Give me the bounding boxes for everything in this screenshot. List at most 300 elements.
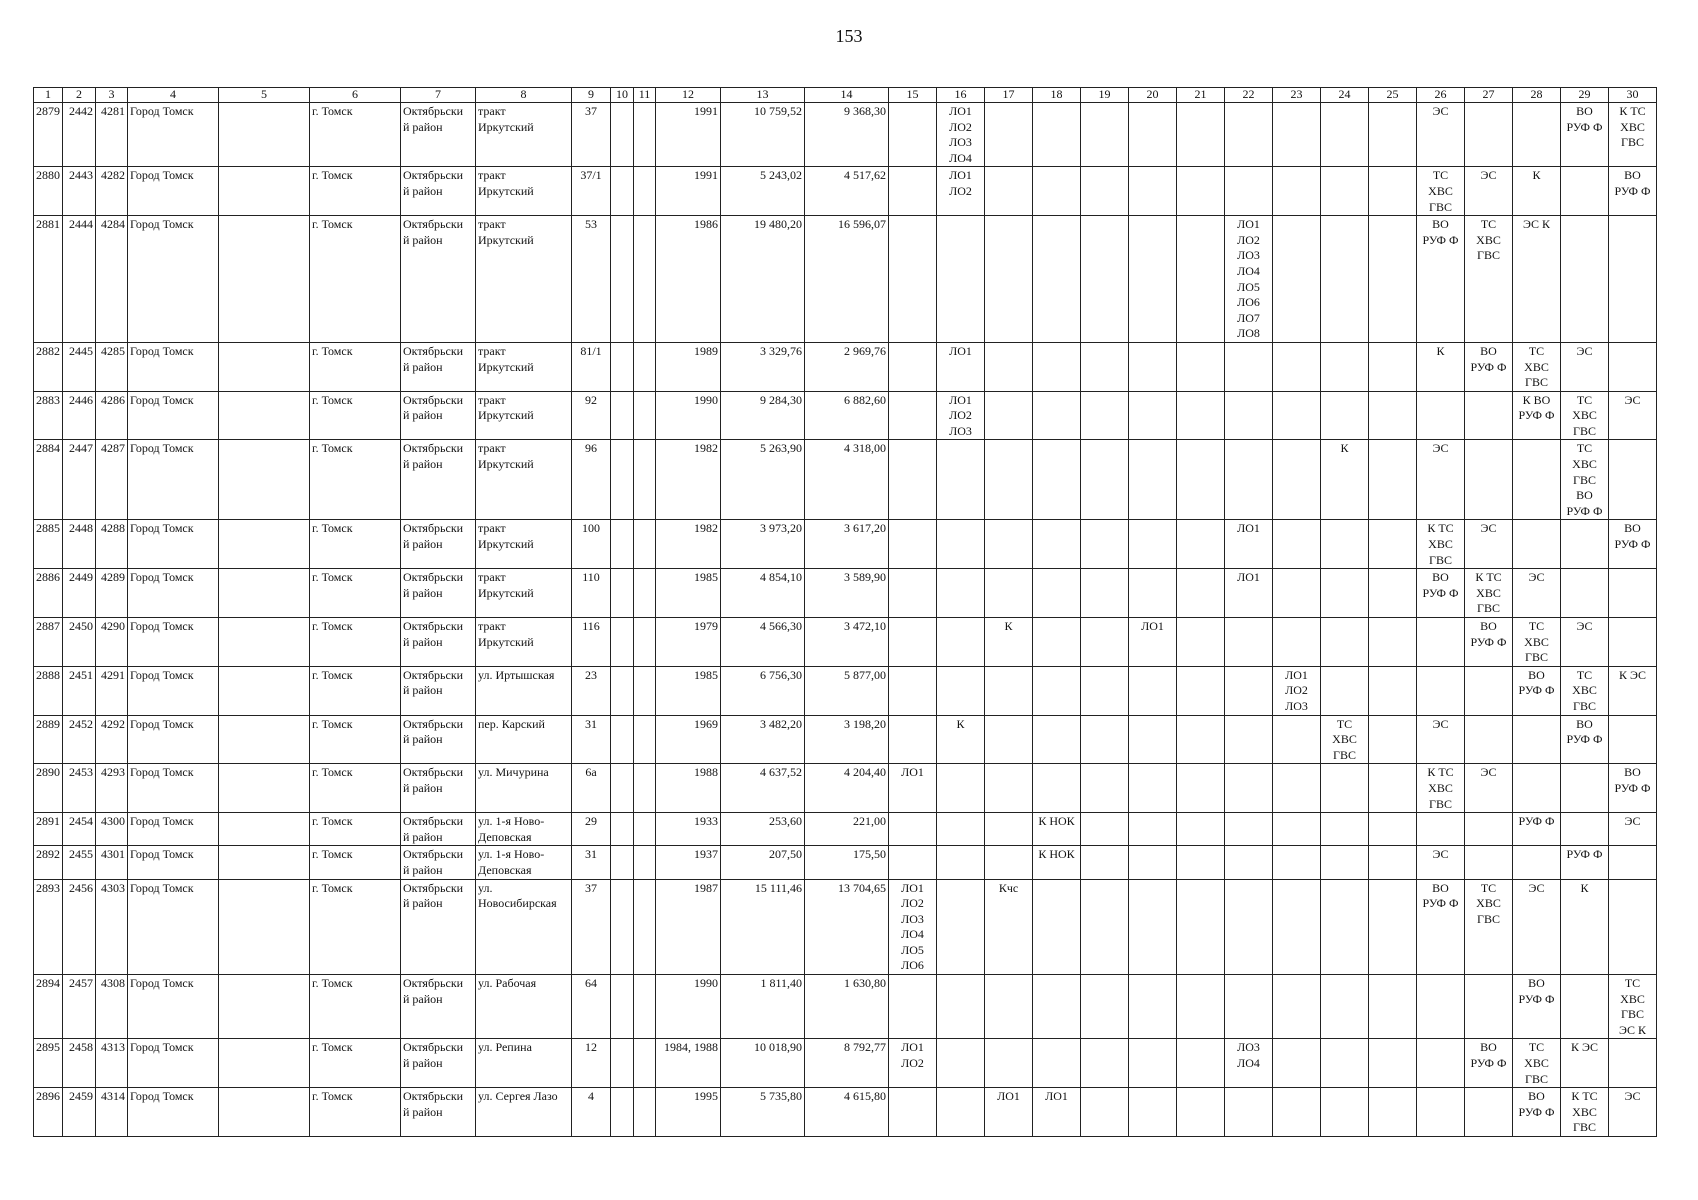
- cell-col-17: [985, 975, 1033, 1039]
- cell-col-19: [1081, 569, 1129, 618]
- cell-col-6: [310, 216, 401, 343]
- cell-line: г. Томск: [312, 667, 353, 682]
- cell-col-22: [1225, 715, 1273, 764]
- cell-col-24: [1321, 1039, 1369, 1088]
- cell-col-22: [1225, 879, 1273, 975]
- cell-line: ВО: [1576, 716, 1593, 731]
- cell-line: ЭС: [1432, 716, 1449, 731]
- cell-col-28: [1513, 764, 1561, 813]
- cell-line: ГВС: [1333, 747, 1356, 762]
- cell-col-27: [1465, 666, 1513, 715]
- cell-col-21: [1177, 618, 1225, 667]
- cell-line: г. Томск: [312, 716, 353, 731]
- cell-col-10: [611, 391, 634, 440]
- cell-line: Октябрьски: [403, 104, 464, 118]
- cell-col-4: [128, 846, 219, 879]
- table-row: [34, 1088, 1657, 1137]
- cell-col-27: [1465, 813, 1513, 846]
- cell-col-25: [1369, 520, 1417, 569]
- cell-col-22: [1225, 391, 1273, 440]
- cell-col-21: [1177, 569, 1225, 618]
- cell-col-5: [219, 813, 310, 846]
- cell-col-15: [889, 715, 937, 764]
- column-header-19: 19: [1081, 88, 1129, 103]
- cell-line: Октябрьски: [403, 392, 464, 407]
- cell-line: ХВС: [1428, 183, 1453, 198]
- cell-col-9: 29: [572, 813, 611, 846]
- cell-col-23: [1273, 569, 1321, 618]
- cell-line: ЛО1: [1045, 1089, 1068, 1104]
- cell-col-5: [219, 764, 310, 813]
- cell-col-21: [1177, 391, 1225, 440]
- cell-line: ВО: [1432, 880, 1449, 895]
- cell-line: РУФ Ф: [1470, 634, 1507, 649]
- cell-col-10: [611, 342, 634, 391]
- cell-line: РУФ Ф: [1614, 183, 1651, 198]
- cell-col-2: 2459: [63, 1088, 96, 1137]
- cell-line: ГВС: [1477, 601, 1500, 616]
- cell-line: РУФ Ф: [1518, 408, 1555, 423]
- cell-col-23: [1273, 666, 1321, 715]
- cell-line: й район: [403, 183, 443, 198]
- cell-line: ХВС: [1620, 991, 1645, 1006]
- cell-col-3: 4290: [96, 618, 128, 667]
- cell-col-7: [401, 618, 476, 667]
- cell-col-29: [1561, 975, 1609, 1039]
- cell-line: г. Томск: [312, 104, 353, 118]
- cell-col-7: [401, 391, 476, 440]
- cell-col-2: 2453: [63, 764, 96, 813]
- cell-col-17: [985, 879, 1033, 975]
- cell-col-26: [1417, 569, 1465, 618]
- cell-col-9: 100: [572, 520, 611, 569]
- cell-col-13: 253,60: [721, 813, 805, 846]
- cell-col-27: [1465, 1039, 1513, 1088]
- cell-line: ул. Рабочая: [478, 976, 537, 991]
- cell-col-20: [1129, 813, 1177, 846]
- cell-col-25: [1369, 1088, 1417, 1137]
- cell-col-2: 2451: [63, 666, 96, 715]
- cell-col-4: [128, 569, 219, 618]
- cell-col-28: [1513, 1039, 1561, 1088]
- cell-line: ГВС: [1429, 552, 1452, 567]
- cell-col-20: [1129, 1088, 1177, 1137]
- cell-col-15: [889, 391, 937, 440]
- cell-col-29: [1561, 618, 1609, 667]
- cell-col-18: [1033, 216, 1081, 343]
- column-header-6: 6: [310, 88, 401, 103]
- cell-col-25: [1369, 618, 1417, 667]
- cell-col-9: 37: [572, 879, 611, 975]
- cell-col-6: [310, 618, 401, 667]
- cell-col-1: 2879: [34, 103, 63, 167]
- table-row: [34, 520, 1657, 569]
- cell-col-18: [1033, 440, 1081, 520]
- cell-col-27: [1465, 879, 1513, 975]
- cell-line: ХВС: [1428, 780, 1453, 795]
- cell-col-29: [1561, 1039, 1609, 1088]
- cell-line: ТС: [1624, 976, 1641, 991]
- cell-col-2: 2458: [63, 1039, 96, 1088]
- cell-line: Октябрьски: [403, 168, 464, 183]
- cell-line: РУФ Ф: [1518, 991, 1555, 1006]
- cell-col-2: 2449: [63, 569, 96, 618]
- cell-col-3: 4308: [96, 975, 128, 1039]
- cell-col-15: [889, 440, 937, 520]
- cell-line: ХВС: [1620, 119, 1645, 134]
- cell-line: г. Томск: [312, 168, 353, 183]
- table-row: [34, 103, 1657, 167]
- cell-col-6: [310, 666, 401, 715]
- cell-line: РУФ Ф: [1566, 847, 1603, 862]
- cell-line: РУФ Ф: [1566, 732, 1603, 747]
- cell-line: ЛО2: [1237, 232, 1260, 247]
- column-header-9: 9: [572, 88, 611, 103]
- cell-col-27: [1465, 391, 1513, 440]
- cell-col-13: 3 973,20: [721, 520, 805, 569]
- cell-col-18: [1033, 813, 1081, 846]
- cell-line: ЛО1: [1237, 521, 1260, 536]
- cell-line: й район: [403, 408, 443, 423]
- cell-col-15: [889, 520, 937, 569]
- cell-col-9: 23: [572, 666, 611, 715]
- cell-line: ХВС: [1428, 537, 1453, 552]
- cell-line: й район: [403, 359, 443, 374]
- cell-col-11: [634, 764, 656, 813]
- cell-line: РУФ Ф: [1470, 1056, 1507, 1071]
- cell-line: ХВС: [1572, 408, 1597, 423]
- cell-line: тракт: [478, 441, 506, 456]
- cell-col-7: [401, 1088, 476, 1137]
- cell-col-24: [1321, 342, 1369, 391]
- cell-line: Деповская: [478, 829, 532, 844]
- cell-line: Октябрьски: [403, 570, 464, 585]
- cell-line: Октябрьски: [403, 619, 464, 633]
- cell-line: г. Томск: [312, 392, 353, 407]
- cell-line: Иркутский: [478, 408, 534, 423]
- cell-col-28: [1513, 103, 1561, 167]
- cell-col-19: [1081, 764, 1129, 813]
- cell-line: ХВС: [1524, 1056, 1549, 1071]
- cell-line: г. Томск: [312, 619, 353, 633]
- cell-line: пер. Карский: [478, 716, 545, 731]
- cell-col-18: [1033, 391, 1081, 440]
- cell-col-26: [1417, 520, 1465, 569]
- cell-line: ЛО8: [1237, 326, 1260, 341]
- cell-col-9: 81/1: [572, 342, 611, 391]
- cell-col-2: 2454: [63, 813, 96, 846]
- cell-col-25: [1369, 391, 1417, 440]
- cell-col-2: 2444: [63, 216, 96, 343]
- cell-col-24: [1321, 103, 1369, 167]
- cell-col-8: [476, 846, 572, 879]
- cell-line: ЛО2: [949, 408, 972, 423]
- cell-line: ЛО2: [1285, 683, 1308, 698]
- cell-line: Город Томск: [130, 1089, 194, 1104]
- cell-line: ТС: [1528, 619, 1545, 633]
- cell-col-2: 2447: [63, 440, 96, 520]
- cell-col-18: [1033, 764, 1081, 813]
- cell-col-1: 2880: [34, 167, 63, 216]
- cell-col-16: [937, 666, 985, 715]
- cell-col-28: [1513, 879, 1561, 975]
- cell-col-16: [937, 440, 985, 520]
- cell-col-4: [128, 216, 219, 343]
- cell-col-19: [1081, 103, 1129, 167]
- cell-col-13: 10 759,52: [721, 103, 805, 167]
- cell-col-15: [889, 1088, 937, 1137]
- cell-col-4: [128, 167, 219, 216]
- cell-col-9: 116: [572, 618, 611, 667]
- cell-col-28: [1513, 520, 1561, 569]
- column-header-1: 1: [34, 88, 63, 103]
- cell-line: ТС: [1576, 392, 1593, 407]
- cell-col-1: 2887: [34, 618, 63, 667]
- cell-col-22: [1225, 569, 1273, 618]
- cell-line: ЛО3: [1237, 248, 1260, 263]
- cell-col-28: [1513, 342, 1561, 391]
- cell-col-2: 2448: [63, 520, 96, 569]
- cell-col-20: [1129, 103, 1177, 167]
- cell-col-10: [611, 1088, 634, 1137]
- cell-col-13: 10 018,90: [721, 1039, 805, 1088]
- cell-col-3: 4284: [96, 216, 128, 343]
- cell-col-22: [1225, 666, 1273, 715]
- cell-line: Город Томск: [130, 217, 194, 232]
- cell-col-5: [219, 846, 310, 879]
- cell-line: й район: [403, 780, 443, 795]
- cell-col-8: [476, 618, 572, 667]
- cell-col-16: [937, 813, 985, 846]
- cell-line: ЛО1: [901, 1040, 924, 1055]
- cell-col-29: [1561, 715, 1609, 764]
- cell-line: ЭС: [1624, 1089, 1641, 1104]
- cell-line: ТС: [1480, 217, 1497, 232]
- cell-line: ЛО1: [949, 104, 972, 118]
- cell-line: Иркутский: [478, 359, 534, 374]
- cell-col-25: [1369, 103, 1417, 167]
- cell-line: ЛО4: [949, 150, 972, 165]
- cell-col-3: 4314: [96, 1088, 128, 1137]
- cell-col-27: [1465, 618, 1513, 667]
- cell-col-17: [985, 715, 1033, 764]
- cell-line: К: [1004, 619, 1013, 633]
- cell-line: ГВС: [1621, 135, 1644, 150]
- cell-col-15: [889, 103, 937, 167]
- cell-line: Город Томск: [130, 521, 194, 536]
- cell-col-19: [1081, 167, 1129, 216]
- cell-col-7: [401, 764, 476, 813]
- cell-col-24: [1321, 1088, 1369, 1137]
- cell-col-4: [128, 666, 219, 715]
- cell-col-23: [1273, 216, 1321, 343]
- cell-col-13: 4 854,10: [721, 569, 805, 618]
- cell-col-23: [1273, 103, 1321, 167]
- cell-line: РУФ Ф: [1518, 683, 1555, 698]
- cell-line: ул.: [478, 880, 493, 895]
- cell-line: ЛО3: [1285, 698, 1308, 713]
- cell-col-10: [611, 975, 634, 1039]
- cell-col-22: [1225, 846, 1273, 879]
- cell-col-29: [1561, 167, 1609, 216]
- cell-line: Город Томск: [130, 1040, 194, 1055]
- cell-col-23: [1273, 846, 1321, 879]
- cell-col-19: [1081, 520, 1129, 569]
- cell-col-29: [1561, 391, 1609, 440]
- cell-line: Деповская: [478, 862, 532, 877]
- column-header-18: 18: [1033, 88, 1081, 103]
- cell-col-26: [1417, 440, 1465, 520]
- cell-col-9: 92: [572, 391, 611, 440]
- cell-col-1: 2894: [34, 975, 63, 1039]
- cell-col-20: [1129, 216, 1177, 343]
- cell-col-18: [1033, 569, 1081, 618]
- cell-col-13: 19 480,20: [721, 216, 805, 343]
- cell-col-3: 4300: [96, 813, 128, 846]
- cell-col-4: [128, 879, 219, 975]
- cell-line: тракт: [478, 168, 506, 183]
- cell-col-12: 1937: [656, 846, 721, 879]
- cell-line: й район: [403, 537, 443, 552]
- cell-col-21: [1177, 167, 1225, 216]
- cell-col-6: [310, 342, 401, 391]
- cell-line: ЛО2: [901, 1056, 924, 1071]
- cell-line: й район: [403, 991, 443, 1006]
- cell-col-24: [1321, 618, 1369, 667]
- cell-col-13: 4 637,52: [721, 764, 805, 813]
- cell-line: ЭС: [1432, 104, 1449, 118]
- cell-col-13: 3 482,20: [721, 715, 805, 764]
- cell-col-29: [1561, 846, 1609, 879]
- cell-line: РУФ Ф: [1518, 814, 1555, 829]
- cell-col-25: [1369, 813, 1417, 846]
- cell-col-15: [889, 879, 937, 975]
- cell-line: тракт: [478, 217, 506, 232]
- cell-col-24: [1321, 569, 1369, 618]
- cell-col-9: 12: [572, 1039, 611, 1088]
- cell-line: ЭС: [1528, 880, 1545, 895]
- cell-line: РУФ Ф: [1614, 780, 1651, 795]
- cell-col-3: 4287: [96, 440, 128, 520]
- cell-line: ЭС: [1432, 847, 1449, 862]
- cell-col-4: [128, 1088, 219, 1137]
- cell-col-24: [1321, 666, 1369, 715]
- cell-col-30: [1609, 975, 1657, 1039]
- cell-col-30: [1609, 440, 1657, 520]
- cell-line: ул. Репина: [478, 1040, 532, 1055]
- cell-col-24: [1321, 440, 1369, 520]
- cell-col-17: [985, 391, 1033, 440]
- cell-col-21: [1177, 764, 1225, 813]
- column-header-17: 17: [985, 88, 1033, 103]
- cell-line: ХВС: [1476, 896, 1501, 911]
- cell-col-14: 221,00: [805, 813, 889, 846]
- cell-col-11: [634, 216, 656, 343]
- cell-col-19: [1081, 1088, 1129, 1137]
- cell-line: РУФ Ф: [1566, 119, 1603, 134]
- cell-col-21: [1177, 846, 1225, 879]
- cell-col-8: [476, 813, 572, 846]
- cell-line: К: [1532, 168, 1541, 183]
- cell-col-28: [1513, 618, 1561, 667]
- cell-line: Октябрьски: [403, 880, 464, 895]
- cell-line: г. Томск: [312, 976, 353, 991]
- cell-col-24: [1321, 520, 1369, 569]
- cell-col-18: [1033, 520, 1081, 569]
- cell-col-14: 175,50: [805, 846, 889, 879]
- cell-col-16: [937, 569, 985, 618]
- table-row: [34, 666, 1657, 715]
- cell-col-8: [476, 103, 572, 167]
- cell-line: Иркутский: [478, 183, 534, 198]
- cell-col-7: [401, 1039, 476, 1088]
- cell-line: ВО: [1528, 1089, 1545, 1104]
- cell-col-23: [1273, 342, 1321, 391]
- cell-line: Город Томск: [130, 667, 194, 682]
- cell-col-29: [1561, 216, 1609, 343]
- cell-line: г. Томск: [312, 441, 353, 456]
- cell-col-21: [1177, 520, 1225, 569]
- cell-col-26: [1417, 1088, 1465, 1137]
- cell-col-5: [219, 618, 310, 667]
- cell-col-5: [219, 1039, 310, 1088]
- cell-col-29: [1561, 569, 1609, 618]
- cell-line: РУФ Ф: [1422, 585, 1459, 600]
- cell-col-16: [937, 975, 985, 1039]
- cell-col-6: [310, 167, 401, 216]
- cell-col-12: 1982: [656, 520, 721, 569]
- cell-line: г. Томск: [312, 217, 353, 232]
- cell-col-16: [937, 103, 985, 167]
- cell-line: й район: [403, 896, 443, 911]
- cell-col-8: [476, 666, 572, 715]
- cell-col-1: 2883: [34, 391, 63, 440]
- cell-col-16: [937, 342, 985, 391]
- cell-col-11: [634, 569, 656, 618]
- cell-col-24: [1321, 391, 1369, 440]
- cell-col-12: 1991: [656, 103, 721, 167]
- cell-col-16: [937, 167, 985, 216]
- cell-col-26: [1417, 216, 1465, 343]
- cell-line: Город Томск: [130, 570, 194, 585]
- cell-col-26: [1417, 715, 1465, 764]
- cell-line: Город Томск: [130, 765, 194, 780]
- cell-line: ЛО5: [901, 942, 924, 957]
- cell-col-12: 1989: [656, 342, 721, 391]
- cell-col-27: [1465, 764, 1513, 813]
- cell-col-28: [1513, 440, 1561, 520]
- cell-col-20: [1129, 391, 1177, 440]
- cell-line: Октябрьски: [403, 217, 464, 232]
- cell-col-26: [1417, 879, 1465, 975]
- cell-col-24: [1321, 879, 1369, 975]
- cell-col-25: [1369, 764, 1417, 813]
- cell-col-28: [1513, 715, 1561, 764]
- cell-line: ЛО1: [1285, 667, 1308, 682]
- cell-col-14: 8 792,77: [805, 1039, 889, 1088]
- cell-line: ХВС: [1332, 732, 1357, 747]
- cell-col-21: [1177, 1039, 1225, 1088]
- cell-line: ХВС: [1476, 585, 1501, 600]
- cell-line: ЛО4: [901, 927, 924, 942]
- cell-col-11: [634, 715, 656, 764]
- cell-col-8: [476, 520, 572, 569]
- cell-line: ГВС: [1525, 1071, 1548, 1086]
- cell-col-5: [219, 216, 310, 343]
- table-row: [34, 764, 1657, 813]
- cell-col-3: 4293: [96, 764, 128, 813]
- cell-col-2: 2452: [63, 715, 96, 764]
